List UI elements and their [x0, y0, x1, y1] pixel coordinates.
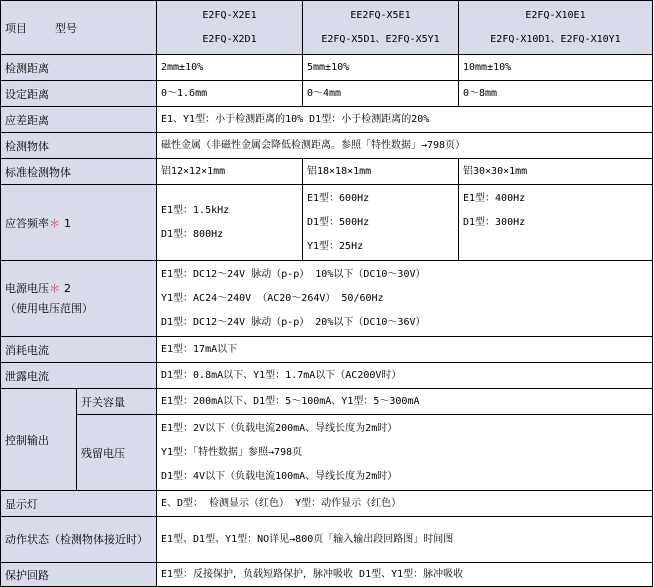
table-cell: E1型、D1型、Y1型：NO详见→800页「输入输出段回路图」时间图 [157, 517, 653, 563]
table-cell: 10mm±10% [459, 55, 653, 81]
footnote-star: ＊ [49, 216, 60, 230]
model-column-3-header [459, 1, 653, 55]
table-cell [157, 261, 653, 337]
operation-mode-row [1, 517, 653, 563]
supply-voltage-sublabel: （使用电压范围） [5, 301, 93, 315]
cell-line: D1型：500Hz [307, 216, 370, 228]
table-cell [157, 415, 653, 491]
table-cell: 5mm±10% [303, 55, 459, 81]
model-1-line-2: E2FQ-X2D1 [202, 33, 257, 45]
header-corner-cell [1, 1, 157, 55]
header-row [1, 1, 653, 55]
row-label [1, 261, 157, 337]
row-label: 保护回路 [1, 563, 157, 587]
sensing-distance-row [1, 55, 653, 81]
table-cell: D1型：0.8mA以下、Y1型：1.7mA以下（AC200V时） [157, 363, 653, 389]
cell-line: D1型：4V以下（负载电流100mA、导线长度为2m时） [161, 470, 398, 482]
table-cell: E1、Y1型：小于检测距离的10% D1型：小于检测距离的20% [157, 107, 653, 133]
switching-capacity-label: 开关容量 [77, 389, 157, 415]
supply-voltage-label: 电源电压 [5, 281, 49, 295]
row-label: 检测距离 [1, 55, 157, 81]
model-2-line-1: EE2FQ-X5E1 [350, 9, 411, 21]
cell-line: E1型：2V以下（负载电流200mA、导线长度为2m时） [161, 422, 398, 434]
protection-row [1, 563, 653, 587]
row-label: 设定距离 [1, 81, 157, 107]
footnote-number: 2 [64, 281, 71, 295]
response-frequency-row [1, 185, 653, 261]
row-label: 消耗电流 [1, 337, 157, 363]
switching-capacity-row [1, 389, 653, 415]
row-label: 标准检测物体 [1, 159, 157, 185]
table-cell: 0～1.6mm [157, 81, 303, 107]
sensing-object-row [1, 133, 653, 159]
model-2-line-2: E2FQ-X5D1、E2FQ-X5Y1 [321, 33, 440, 45]
model-header-label: 型号 [55, 21, 77, 35]
table-cell: E、D型： 检测显示（红色） Y型：动作显示（红色） [157, 491, 653, 517]
table-cell: E1型：17mA以下 [157, 337, 653, 363]
hysteresis-row [1, 107, 653, 133]
cell-line: D1型：800Hz [161, 228, 224, 240]
footnote-number: 1 [64, 216, 71, 230]
table-cell [459, 185, 653, 261]
table-cell: 铝18×18×1mm [303, 159, 459, 185]
standard-object-row [1, 159, 653, 185]
row-label: 检测物体 [1, 133, 157, 159]
residual-voltage-row [1, 415, 653, 491]
current-consumption-row [1, 337, 653, 363]
cell-line: E1型：DC12～24V 脉动（p-p） 10%以下（DC10～30V） [161, 268, 426, 280]
cell-line: Y1型：AC24～240V （AC20～264V） 50/60Hz [161, 292, 384, 304]
response-frequency-label: 应答频率 [5, 216, 49, 230]
cell-line: E1型：1.5kHz [161, 204, 230, 216]
table-cell: 0～8mm [459, 81, 653, 107]
table-cell: E1型：反接保护，负载短路保护，脉冲吸收 D1型、Y1型：脉冲吸收 [157, 563, 653, 587]
cell-line: E1型：600Hz [307, 192, 370, 204]
table-cell: 磁性金属（非磁性金属会降低检测距离。参照「特性数据」→798页） [157, 133, 653, 159]
table-cell: 2mm±10% [157, 55, 303, 81]
model-column-2-header [303, 1, 459, 55]
table-cell: E1型：200mA以下、D1型：5～100mA、Y1型：5～300mA [157, 389, 653, 415]
cell-line: E1型：400Hz [463, 193, 526, 204]
indicator-row [1, 491, 653, 517]
cell-line: Y1型：「特性数据」参照→798页 [161, 446, 303, 458]
row-label: 应差距离 [1, 107, 157, 133]
control-output-label: 控制输出 [1, 389, 77, 491]
leakage-current-row [1, 363, 653, 389]
row-label: 显示灯 [1, 491, 157, 517]
table-cell: 铝30×30×1mm [459, 159, 653, 185]
table-cell: 0～4mm [303, 81, 459, 107]
model-3-line-1: E2FQ-X10E1 [525, 9, 586, 21]
residual-voltage-label: 残留电压 [77, 415, 157, 491]
cell-line: D1型：DC12～24V 脉动（p-p） 20%以下（DC10～36V） [161, 316, 426, 328]
cell-line: D1型：300Hz [463, 217, 526, 228]
table-cell [157, 185, 303, 261]
model-3-line-2: E2FQ-X10D1、E2FQ-X10Y1 [490, 33, 621, 45]
item-header-label: 项目 [5, 21, 27, 35]
footnote-star: ＊ [49, 281, 60, 295]
supply-voltage-row [1, 261, 653, 337]
table-cell [303, 185, 459, 261]
row-label: 动作状态（检测物体接近时） [1, 517, 157, 563]
model-1-line-1: E2FQ-X2E1 [202, 9, 257, 21]
model-column-1-header [157, 1, 303, 55]
set-distance-row [1, 81, 653, 107]
row-label [1, 185, 157, 261]
table-cell: 铝12×12×1mm [157, 159, 303, 185]
cell-line: Y1型：25Hz [307, 240, 364, 252]
row-label: 泄露电流 [1, 363, 157, 389]
